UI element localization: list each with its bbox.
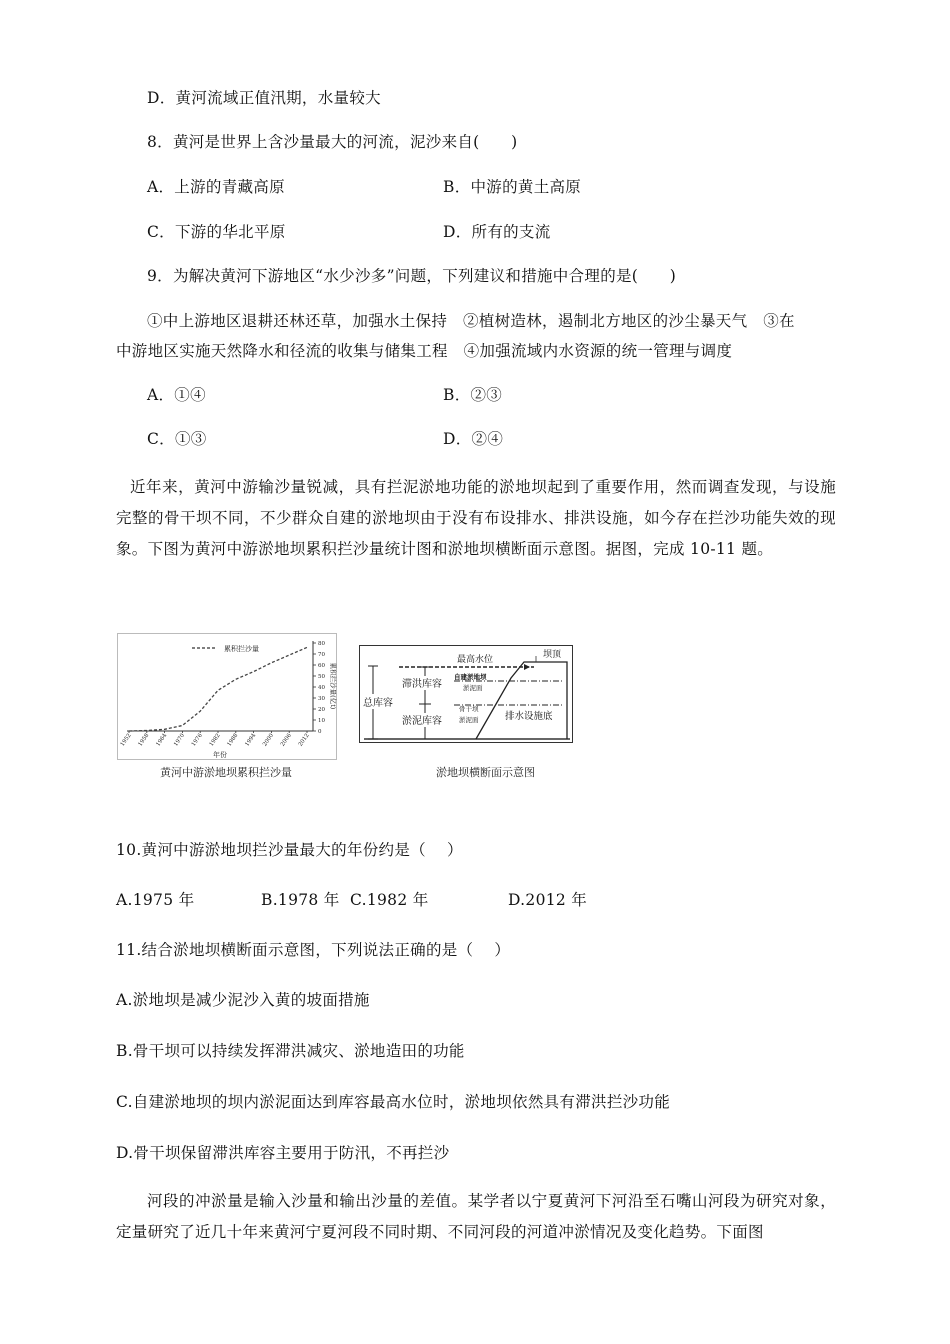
x-axis-label: 年份 bbox=[213, 751, 227, 759]
q9-measures-line1: ①中上游地区退耕还林还草，加强水土保持 ②植树造林，遏制北方地区的沙尘暴天气 ③在 bbox=[147, 312, 795, 330]
y-tick-label: 20 bbox=[318, 707, 325, 713]
backbone-label-1: 骨干坝 bbox=[459, 705, 479, 713]
dam-cross-section bbox=[359, 645, 573, 743]
x-tick-label: 2006 bbox=[279, 732, 293, 748]
max-water-level-label: 最高水位 bbox=[457, 655, 494, 665]
q11-option-a: A.淤地坝是减少泥沙入黄的坡面措施 bbox=[116, 991, 370, 1009]
x-tick-label: 1982 bbox=[208, 732, 222, 748]
y-tick-label: 50 bbox=[318, 674, 325, 680]
q11-option-b: B.骨干坝可以持续发挥滞洪减灾、淤地造田的功能 bbox=[116, 1042, 465, 1060]
q10-option-b: B.1978 年 bbox=[261, 891, 340, 909]
q9-stem: 9．为解决黄河下游地区“水少沙多”问题，下列建议和措施中合理的是( ) bbox=[147, 267, 677, 285]
legend-label: 累积拦沙量 bbox=[224, 645, 259, 653]
x-tick-label: 1994 bbox=[244, 732, 258, 748]
figure1-caption: 黄河中游淤地坝累积拦沙量 bbox=[160, 766, 292, 779]
q10-option-a: A.1975 年 bbox=[116, 891, 195, 909]
flood-capacity-label: 滞洪库容 bbox=[402, 679, 442, 690]
q11-stem: 11.结合淤地坝横断面示意图，下列说法正确的是（ ） bbox=[116, 941, 511, 959]
x-tick-label: 1970 bbox=[173, 732, 187, 748]
y-tick-label: 0 bbox=[318, 729, 322, 735]
x-tick-label: 2012 bbox=[297, 732, 311, 748]
q8-option-d: D．所有的支流 bbox=[443, 223, 551, 241]
y-axis-label: 累积拦沙量(亿t) bbox=[329, 662, 337, 710]
self-built-label-1: 自建淤地坝 bbox=[454, 673, 487, 681]
y-tick-label: 30 bbox=[318, 696, 325, 702]
x-tick-label: 1976 bbox=[190, 732, 204, 748]
series-line-cumulative bbox=[129, 647, 307, 731]
q8-option-a: A．上游的青藏高原 bbox=[147, 178, 285, 196]
drain-bottom-label: 排水设施底 bbox=[505, 711, 553, 722]
silt-capacity-label: 淤泥库容 bbox=[402, 716, 442, 727]
y-tick-label: 60 bbox=[318, 663, 325, 669]
x-tick-label: 1958 bbox=[137, 732, 151, 748]
q9-option-d: D．②④ bbox=[443, 430, 504, 448]
q7-option-d: D．黄河流域正值汛期，水量较大 bbox=[147, 89, 381, 107]
q10-stem: 10.黄河中游淤地坝拦沙量最大的年份约是（ ） bbox=[116, 841, 463, 859]
sediment-chart bbox=[117, 633, 337, 760]
y-tick-label: 70 bbox=[318, 652, 325, 658]
dam-top-label: 坝顶 bbox=[543, 650, 562, 660]
x-tick-label: 1988 bbox=[226, 732, 240, 748]
q11-option-d: D.骨干坝保留滞洪库容主要用于防汛，不再拦沙 bbox=[116, 1144, 450, 1162]
y-tick-label: 40 bbox=[318, 685, 325, 691]
q11-option-c: C.自建淤地坝的坝内淤泥面达到库容最高水位时，淤地坝依然具有滞洪拦沙功能 bbox=[116, 1093, 671, 1111]
q10-option-c: C.1982 年 bbox=[350, 891, 429, 909]
q8-option-c: C．下游的华北平原 bbox=[147, 223, 286, 241]
passage-sediment-dams: 近年来，黄河中游输沙量锐减，具有拦泥淤地功能的淤地坝起到了重要作用，然而调查发现，与设施完整的骨干坝不同，不少群众自建的淤地坝由于没有布设排水、排洪设施，如今存在拦沙功能失效的现象。下图为黄河中游淤地坝累积拦沙量统计图和淤地坝横断面示意图。据图，完成 10-11 题。 bbox=[116, 478, 836, 558]
x-tick-label: 1964 bbox=[155, 732, 169, 748]
q10-option-d: D.2012 年 bbox=[508, 891, 588, 909]
x-tick-label: 2000 bbox=[262, 732, 276, 748]
figure2-caption: 淤地坝横断面示意图 bbox=[436, 766, 535, 779]
self-built-label-2: 淤泥面 bbox=[463, 684, 483, 692]
dam-body bbox=[476, 662, 567, 739]
q9-option-b: B．②③ bbox=[443, 386, 503, 404]
max-level-arrow bbox=[524, 664, 530, 670]
total-capacity-label: 总库容 bbox=[363, 698, 393, 709]
q9-option-c: C．①③ bbox=[147, 430, 207, 448]
y-tick-label: 10 bbox=[318, 718, 325, 724]
q8-option-b: B．中游的黄土高原 bbox=[443, 178, 582, 196]
x-tick-label: 1952 bbox=[119, 732, 133, 748]
q8-stem: 8．黄河是世界上含沙量最大的河流，泥沙来自( ) bbox=[147, 133, 518, 151]
y-tick-label: 80 bbox=[318, 641, 325, 647]
q9-measures-line2: 中游地区实施天然降水和径流的收集与储集工程 ④加强流域内水资源的统一管理与调度 bbox=[116, 342, 733, 360]
passage-river-erosion: 河段的冲淤量是输入沙量和输出沙量的差值。某学者以宁夏黄河下河沿至石嘴山河段为研究对象，定量研究了近几十年来黄河宁夏河段不同时期、不同河段的河道冲淤情况及变化趋势。下面图 bbox=[116, 1192, 836, 1241]
backbone-label-2: 淤泥面 bbox=[459, 716, 479, 724]
q9-option-a: A．①④ bbox=[147, 386, 206, 404]
